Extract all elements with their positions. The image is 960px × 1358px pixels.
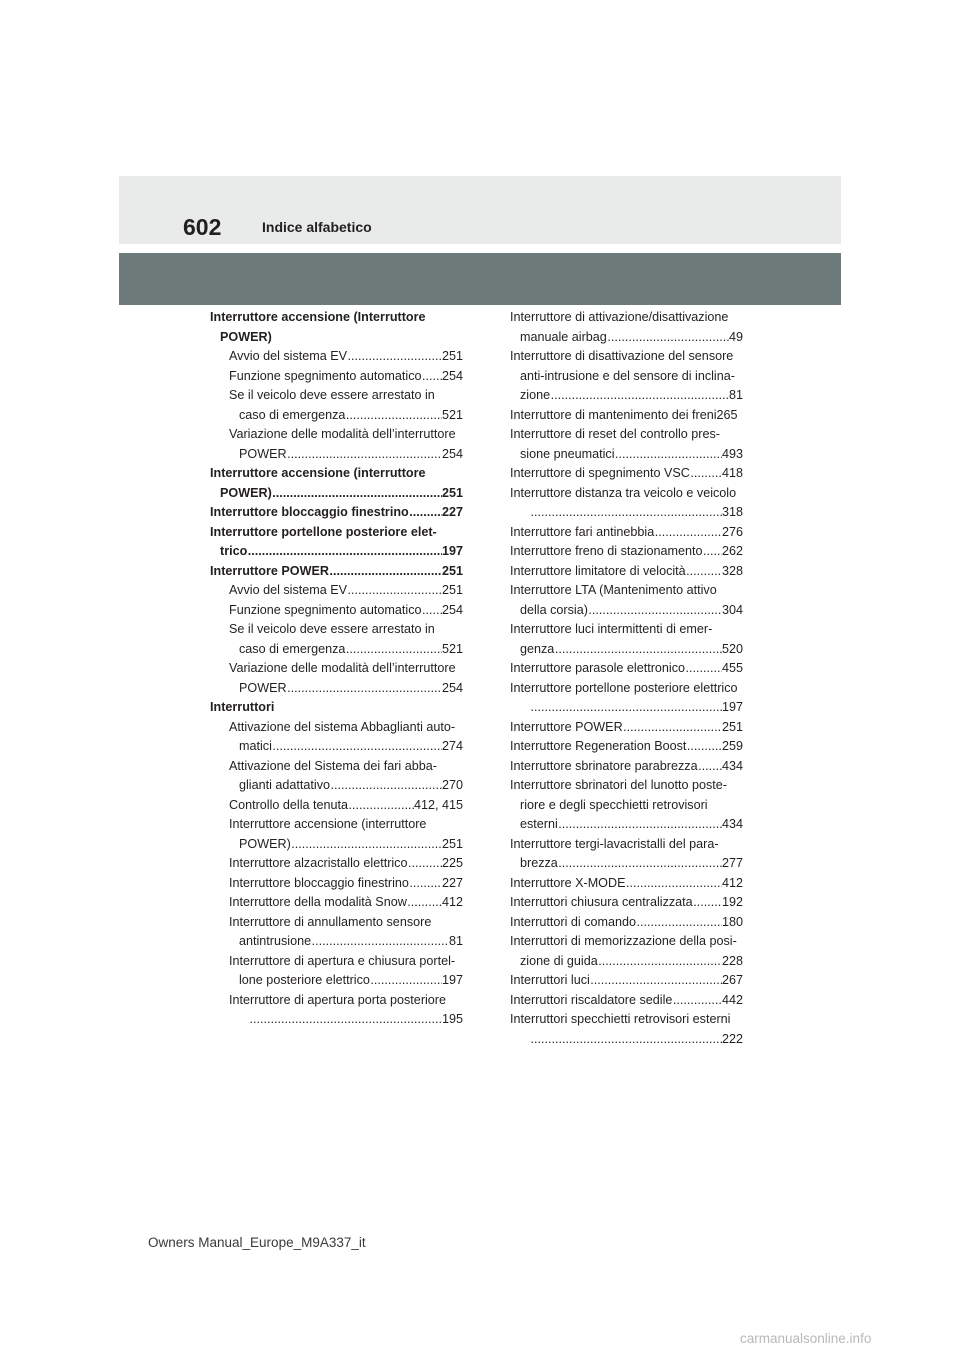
dot-leader (530, 1030, 722, 1050)
dot-leader (272, 737, 442, 757)
index-entry (510, 464, 743, 484)
index-entry-page: 442 (721, 992, 743, 1007)
index-entry-page: 412, 415 (413, 797, 463, 812)
index-entry (510, 874, 743, 894)
index-entry-page: 276 (721, 524, 743, 539)
index-entry-page: 493 (721, 446, 743, 461)
index-entry-text: Interruttore di attivazione/disattivazione (510, 310, 729, 324)
dot-leader (407, 854, 442, 874)
index-entry (210, 796, 463, 816)
index-entry-page: 195 (441, 1012, 463, 1026)
index-entry-text: anti-intrusione e del sensore di inclina- (520, 368, 735, 383)
index-entry-text: brezza (520, 856, 558, 870)
dot-leader (370, 971, 442, 991)
index-entry-text: Interruttori specchietti retrovisori esterni (510, 1012, 731, 1026)
dot-leader (703, 542, 722, 562)
dot-leader (685, 659, 722, 679)
index-entry-text: Attivazione del sistema Abbaglianti auto- (229, 719, 456, 734)
dot-leader (347, 581, 442, 601)
index-entry-text: Interruttore accensione (Interruttore (210, 310, 426, 324)
index-entry-text: Avvio del sistema EV (229, 349, 348, 363)
dot-leader (693, 893, 722, 913)
index-entry-text: Interruttore parasole elettronico (510, 661, 686, 675)
index-entry (510, 562, 743, 582)
dot-leader (607, 328, 729, 348)
index-column-left (210, 308, 463, 1030)
index-entry-page: 434 (721, 817, 743, 831)
index-entry-text: Se il veicolo deve essere arrestato in (229, 622, 435, 636)
index-entry-page: 274 (441, 739, 463, 753)
index-entry (210, 581, 463, 601)
index-entry (210, 991, 463, 1030)
index-entry-text: POWER) (239, 836, 291, 851)
index-entry-page: 267 (721, 973, 743, 987)
index-entry-page: 455 (721, 661, 743, 675)
index-entry (510, 581, 743, 620)
dot-leader (345, 406, 442, 426)
dot-leader (409, 503, 442, 523)
index-entry-page: 197 (721, 700, 743, 714)
dot-leader (690, 464, 722, 484)
index-entry (510, 659, 743, 679)
index-entry (210, 464, 463, 503)
index-entry (510, 523, 743, 543)
index-entry-text: Interruttore di apertura porta posteriore (229, 992, 447, 1007)
index-entry-text: Interruttore bloccaggio finestrino (229, 875, 409, 890)
dot-leader (623, 718, 722, 738)
title-bar (119, 253, 841, 305)
dot-leader (636, 913, 722, 933)
index-entry-page: 81 (728, 388, 743, 402)
index-entry-text: antintrusione (239, 934, 312, 948)
dot-leader (291, 835, 442, 855)
index-entry (510, 776, 743, 835)
dot-leader (598, 952, 722, 972)
index-entry-text: Interruttore di mantenimento dei freni265 (510, 407, 738, 422)
index-entry (510, 1010, 743, 1049)
index-entry-text: zione (520, 388, 551, 402)
index-entry (510, 932, 743, 971)
index-entry (210, 874, 463, 894)
index-entry-page: 434 (721, 758, 743, 773)
index-entry (210, 523, 463, 562)
index-entry-text: Interruttore alzacristallo elettrico (229, 856, 408, 870)
index-entry-text: matici (239, 739, 272, 753)
dot-leader (558, 815, 722, 835)
index-entry-page: 49 (728, 329, 743, 344)
dot-leader (409, 874, 442, 894)
index-entry-text: Interruttore POWER (510, 719, 623, 734)
index-entry-page: 197 (441, 544, 463, 558)
index-entry-text: riore e degli specchietti retrovisori (520, 797, 708, 812)
index-entry-page: 412 (441, 895, 463, 909)
dot-leader (672, 991, 722, 1011)
dot-leader (588, 601, 722, 621)
index-entry (510, 991, 743, 1011)
index-entry (510, 737, 743, 757)
dot-leader (329, 562, 442, 582)
index-entry-page: 251 (441, 583, 463, 597)
dot-leader (554, 640, 722, 660)
dot-leader (287, 679, 442, 699)
index-entry-text: Interruttore POWER (210, 563, 329, 578)
index-entry (210, 718, 463, 757)
index-entry (210, 562, 463, 582)
index-entry-text: Variazione delle modalità dell’interruttore (229, 661, 456, 675)
dot-leader (422, 601, 442, 621)
index-entry-page: 197 (441, 973, 463, 987)
index-entry (210, 503, 463, 523)
index-entry-text: Attivazione del Sistema dei fari abba- (229, 758, 437, 773)
dot-leader (422, 367, 442, 387)
index-entry-page: 228 (721, 953, 743, 968)
dot-leader (287, 445, 442, 465)
index-entry-page: 304 (721, 602, 743, 617)
index-entry (510, 484, 743, 523)
index-entry-page: 254 (441, 446, 463, 461)
dot-leader (348, 796, 414, 816)
index-entry-page: 521 (441, 407, 463, 422)
index-entry (510, 347, 743, 406)
index-column-right (510, 308, 743, 1049)
index-entry (210, 367, 463, 387)
index-entry-page: 227 (441, 875, 463, 890)
index-entry (510, 425, 743, 464)
index-entry-page: 254 (441, 602, 463, 617)
index-entry (510, 308, 743, 347)
index-entry-text: Funzione spegnimento automatico (229, 602, 422, 617)
dot-leader (686, 737, 722, 757)
index-entry-text: Interruttore portellone posteriore elet- (210, 524, 437, 539)
index-entry (210, 347, 463, 367)
dot-leader (330, 776, 442, 796)
index-entry-text: Interruttore di reset del controllo pres- (510, 427, 720, 441)
index-entry-text: Interruttore LTA (Mantenimento attivo (510, 583, 717, 597)
index-entry-text: lone posteriore elettrico (239, 973, 370, 987)
index-entry-page: 418 (721, 466, 743, 480)
dot-leader (654, 523, 722, 543)
index-entry (210, 913, 463, 952)
index-entry (510, 913, 743, 933)
index-entry (210, 425, 463, 464)
index-entry (510, 679, 743, 718)
index-entry-text: Interruttore sbrinatore parabrezza (510, 758, 698, 773)
index-entry-text: Interruttore distanza tra veicolo e veicolo (510, 485, 737, 500)
index-entry-text: Interruttore bloccaggio finestrino (210, 505, 409, 519)
index-entry-text: Funzione spegnimento automatico (229, 368, 422, 383)
index-entry-page: 180 (721, 914, 743, 929)
dot-leader (550, 386, 729, 406)
index-entry-text: Interruttore luci intermittenti di emer- (510, 622, 713, 636)
index-entry-text: Interruttore fari antinebbia (510, 524, 655, 539)
index-entry (210, 620, 463, 659)
index-entry-text: Variazione delle modalità dell’interruttore (229, 427, 456, 441)
index-entry-text: Se il veicolo deve essere arrestato in (229, 388, 435, 402)
dot-leader (272, 484, 442, 504)
index-entry-page: 412 (721, 875, 743, 890)
index-entry-page: 81 (448, 934, 463, 948)
index-entry-page: 318 (721, 505, 743, 519)
index-entry-page: 251 (441, 485, 463, 500)
footer-manual-name: Owners Manual_Europe_M9A337_it (148, 1235, 366, 1250)
index-entry-page: 251 (721, 719, 743, 734)
index-entry (210, 757, 463, 796)
index-entry-page: 277 (721, 856, 743, 870)
index-entry-text: Interruttore portellone posteriore elettrico (510, 680, 738, 695)
index-entry (210, 854, 463, 874)
index-entry-text: esterni (520, 817, 558, 831)
index-entry-page: 254 (441, 368, 463, 383)
index-entry-text: Interruttore X-MODE (510, 875, 626, 890)
index-entry-text: Interruttore limitatore di velocità (510, 563, 686, 578)
index-entry (210, 952, 463, 991)
dot-leader (347, 347, 442, 367)
index-entry-text: Interruttore sbrinatori del lunotto poste- (510, 778, 728, 792)
dot-leader (590, 971, 722, 991)
dot-leader (530, 503, 722, 523)
index-entry (210, 601, 463, 621)
index-entry-text: Interruttore accensione (interruttore (229, 817, 427, 831)
index-entry-text: POWER) (220, 329, 272, 344)
index-entry-page: 521 (441, 641, 463, 656)
index-entry-page: 520 (721, 641, 743, 656)
index-entry (510, 835, 743, 874)
dot-leader (615, 445, 722, 465)
index-entry (510, 542, 743, 562)
dot-leader (407, 893, 442, 913)
index-entry-page: 328 (721, 563, 743, 578)
index-entry-page: 225 (441, 856, 463, 870)
index-entry-page: 254 (441, 680, 463, 695)
index-entry-text: Interruttori luci (510, 973, 590, 987)
index-entry-text: Interruttore freno di stazionamento (510, 544, 703, 558)
dot-leader (311, 932, 449, 952)
index-entry-page: 262 (721, 544, 743, 558)
index-entry-text: POWER (239, 446, 287, 461)
index-entry-page: 192 (721, 895, 743, 909)
index-entry-text: manuale airbag (520, 329, 607, 344)
index-entry-text: Interruttore della modalità Snow (229, 895, 407, 909)
index-entry-text: genza (520, 641, 555, 656)
index-entry-text: POWER) (220, 485, 272, 500)
index-entry-page: 259 (721, 739, 743, 753)
index-entry-text: Interruttore di annullamento sensore (229, 914, 432, 929)
index-entry-text: Interruttore di apertura e chiusura portel- (229, 953, 456, 968)
dot-leader (345, 640, 442, 660)
index-entry-text: della corsia) (520, 602, 588, 617)
index-entry (210, 386, 463, 425)
section-title: Indice alfabetico (262, 219, 372, 235)
index-entry (510, 406, 743, 426)
index-entry (510, 620, 743, 659)
index-entry (210, 815, 463, 854)
index-entry-page: 251 (441, 836, 463, 851)
header-band (119, 176, 841, 244)
index-entry-text: Interruttore tergi-lavacristalli del para- (510, 836, 719, 851)
index-entry-page: 222 (721, 1031, 743, 1046)
index-entry-text: Interruttori chiusura centralizzata (510, 895, 693, 909)
index-entry-text: Avvio del sistema EV (229, 583, 348, 597)
index-entry-text: Interruttore di disattivazione del sensore (510, 349, 734, 363)
watermark: carmanualsonline.info (740, 1331, 872, 1346)
index-entry-text: Interruttori di comando (510, 914, 636, 929)
index-entry-page: 270 (441, 778, 463, 792)
index-entry-text: zione di guida (520, 953, 598, 968)
index-entry-text: Interruttore accensione (interruttore (210, 466, 426, 480)
dot-leader (558, 854, 722, 874)
index-entry (510, 893, 743, 913)
dot-leader (247, 542, 442, 562)
index-entry-text: Interruttori riscaldatore sedile (510, 992, 673, 1007)
index-entry-text: caso di emergenza (239, 407, 346, 422)
index-entry-page: 251 (441, 349, 463, 363)
dot-leader (686, 562, 722, 582)
index-entry (210, 893, 463, 913)
index-entry (210, 308, 463, 347)
index-entry (510, 971, 743, 991)
index-entry-text: Controllo della tenuta (229, 797, 349, 812)
index-entry (510, 718, 743, 738)
index-entry-page: 251 (441, 563, 463, 578)
index-entry-text: POWER (239, 680, 287, 695)
page-number: 602 (183, 214, 222, 240)
index-entry (510, 757, 743, 777)
index-entry-page: 227 (441, 505, 463, 519)
index-entry (210, 659, 463, 698)
index-entry-text: sione pneumatici (520, 446, 615, 461)
index-entry-text: Interruttori (210, 700, 275, 714)
index-entry-text: Interruttori di memorizzazione della posi- (510, 934, 737, 948)
index-entry-text: trico (220, 544, 248, 558)
dot-leader (698, 757, 722, 777)
dot-leader (249, 1010, 442, 1030)
index-entry-text: Interruttore di spegnimento VSC (510, 466, 690, 480)
dot-leader (625, 874, 722, 894)
index-entry-text: glianti adattativo (239, 778, 331, 792)
index-entry-text: caso di emergenza (239, 641, 346, 656)
index-entry-text: Interruttore Regeneration Boost (510, 739, 687, 753)
index-entry (210, 698, 463, 718)
dot-leader (530, 698, 722, 718)
